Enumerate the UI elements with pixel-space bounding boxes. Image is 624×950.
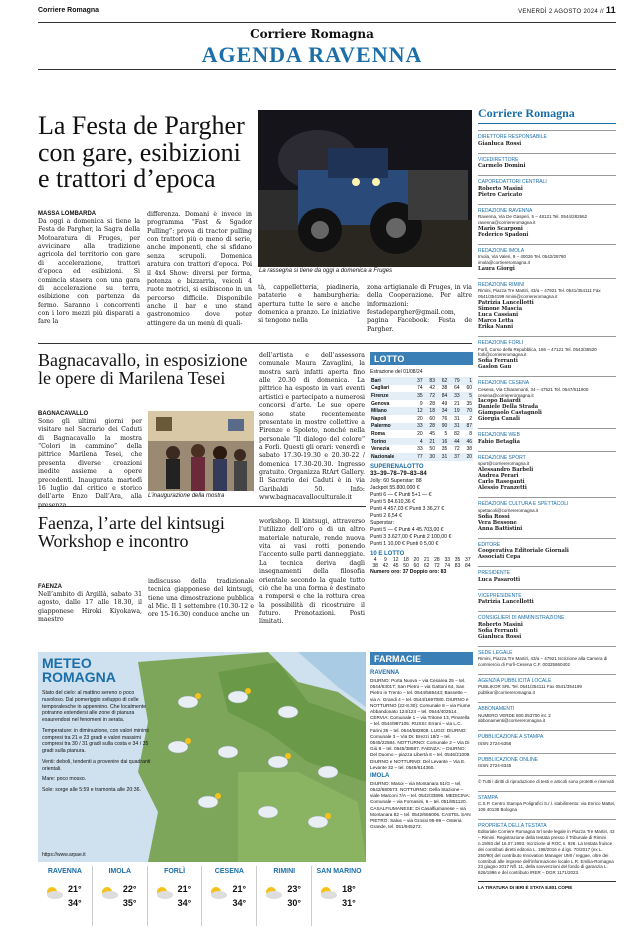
meteo-panel — [38, 652, 366, 862]
lotto-row: Palermo 33 28 90 31 87 — [371, 423, 472, 430]
farmacie-header: FARMACIE — [370, 652, 473, 665]
lotto-row: Torino 4 21 16 44 46 — [371, 438, 472, 445]
forecast-san-marino: SAN MARINO 18° 31° — [316, 868, 362, 908]
dieci-lotto-title: 10 E LOTTO — [370, 550, 405, 557]
staff-section: © Tutti i diritti di riproduzione di testi e articoli sono protetti e riservati — [478, 775, 616, 785]
article1-col2: differenza. Domani è invece in programma “Fast & Sgador Pulling”: prova di tractor pulling con trattori più o meno di serie, anche imponenti, che si sfidano senza scrupoli. Domenica aratura con trattori d’epoca. Poi il 4x4 Show: diversi per forma, potenza e bizzarria, veicoli 4 ruote motrici, si esibiscono in un percorso difficile. Disponibile anche il bar e uno stand gastronomico dove poter attingere da un menù di quali- — [147, 211, 252, 327]
superenalotto-title: SUPERENALOTTO — [370, 463, 424, 470]
sun-cloud-icon — [44, 884, 64, 908]
article3-col2: indiscusso della tradizionale tecnica giapponese del kintsugi, tiene una dimostrazione pubblica al Mic. Il 1 settembre (10.30-12 e ore 15-16.30) conduce anche un — [148, 578, 254, 619]
article1-col3: tà, cappelletteria, piadineria, pataterie e hamburgheria: apertura tutte le sere e anche domenica a pranzo. Le iniziative si tengono nella — [258, 284, 360, 325]
staff-section: CAPOREDATTORI CENTRALI Roberto Masini Pietro Caricato — [478, 175, 616, 198]
meteo-url[interactable]: https://www.arpae.it — [42, 852, 86, 858]
staff-section: REDAZIONE RAVENNA Ravenna, Via De Gasperi, 5 – 48121 Tel. 0544/282662 ravenna@corriereromagna.it Mario Scarponi Federico Spadoni — [478, 204, 616, 238]
lotto-row: Venezia 33 50 35 72 38 — [371, 446, 472, 453]
masthead-rule — [38, 69, 616, 70]
header-brand: Corriere Romagna — [38, 7, 100, 14]
staff-section: REDAZIONE RIMINI Rimini, Piazza Tre Martiri, 43/a – 47921 Tel. 0541/354111 Fax 0541/354199 rimini@corriereromagna.it Patrizia Lancellotti Simone Mascia Luca Cassiani Marco Letta Erika Nanni — [478, 278, 616, 330]
staff-section: REDAZIONE CESENA Cesena, Via Chiaramonti, 34 – 47521 Tel. 0547/611900 cesena@corriereromagna.it Iacopo Baiardi Daniele Della Strada Giampaolo Castagnoli Giorgia Canali — [478, 376, 616, 422]
staff-list — [478, 130, 616, 876]
page-header — [0, 0, 624, 22]
superenalotto-numbers: 33–39–78–79–83–84 — [370, 470, 427, 477]
sun-cloud-icon — [99, 884, 119, 908]
staff-section: PUBBLICAZIONE A STAMPA ISSN 2724-6358 — [478, 730, 616, 746]
forecast-strip — [38, 866, 366, 926]
article2-col1: BAGNACAVALLO Sono gli ultimi giorni per visitare nel Sacrario dei Caduti di Bagnacavallo la mostra “Colori in cammino” della pittrice Marilena Tesei, che presenta diverse creazioni inedite assieme a opere precedenti. Inaugurata martedì 16 luglio dal critico e storico dell’arte Enzo Dall’Ara, alla — [38, 411, 142, 501]
staff-section: REDAZIONE WEB Fabio Betaglia — [478, 428, 616, 445]
staff-section: PUBBLICAZIONE ONLINE ISSN 2724-6345 — [478, 753, 616, 769]
superenalotto-line: Jolly: 60 Superstar: 88 — [370, 477, 422, 484]
meteo-text: Stato del cielo: al mattino sereno o poco nuvoloso. Dal pomeriggio sviluppo di celle temporalesche in appennino. Che localmente potranno estendersi alle zone di pianura esaurendosi nel fenomeni in serata. Temperature: in diminuzione, con valori minimi compresi tra 21 e 23 gradi e valori massimi compresi tra 30 / 31 gradi sulla costa e 34 / 35 gradi sulla pianura. Venti: deboli, tendenti a provenire dai quadranti orientali. Mare: poco mosso. Sole: sorge alle 5:59 e tramonta alle 20:36. — [42, 690, 151, 793]
article2-title: Bagnacavallo, in esposizione le opere di Marilena Tesei — [38, 350, 248, 389]
forecast-cesena: CESENA 21° 34° — [202, 866, 257, 926]
header-date: VENERDÌ 2 AGOSTO 2024 // 11 — [518, 5, 616, 15]
superenalotto-line: Punti 5 — € Punti 4 45.703,00 € — [370, 526, 444, 533]
staff-section: VICEPRESIDENTE Patrizia Lancellotti — [478, 589, 616, 606]
staff-section: STAMPA C.S.P. Centro Stampa Poligrafici S.r.l. stabilimento: via Enrico Mattei, 106 40138 Bologna — [478, 791, 616, 813]
forecast-rimini: RIMINI 23° 30° — [257, 866, 312, 926]
lotto-row: Bari 37 83 62 79 1 — [371, 377, 472, 384]
sun-cloud-icon — [154, 884, 174, 908]
masthead-brand: Corriere Romagna — [250, 27, 374, 41]
lotto-row: Firenze 35 72 84 33 5 — [371, 392, 472, 399]
staff-section: REDAZIONE FORLÌ Forlì, Corso della Repubblica, 186 – 47121 Tel. 0543/35520 forli@corriereromagna.it Sofia Ferranti Gaslon Gau — [478, 336, 616, 370]
superenalotto-line: Superstar: — [370, 519, 394, 526]
superenalotto-line: Punti 3 3.627,00 € Punti 2 100,00 € — [370, 533, 452, 540]
article3-col3: workshop. Il kintsugi, attraverso l’utilizzo dell’oro o di un altro materiale naturale, rende nuova vita ai vasi rotti ponendo l’accento sulle parti danneggiate. La tecnica deriva dagli insegnamenti della filosofia orientale secondo la quale tutto ciò che ha una forma è destinato a rompersi e che la rottura crea la possibilità di ricostruire il futuro. Prenotazioni. Posti limitati. — [259, 518, 365, 626]
article1-col4: zona artigianale di Fruges, in via della Cooperazione. Per altre informazioni: festadepargher@gmail.com, pagina Facebook: Festa de Pargher. — [367, 284, 472, 333]
superenalotto-results — [370, 478, 473, 548]
superenalotto-line: Punti 1 10,00 € Punti 0 5,00 € — [370, 540, 439, 547]
tractor-photo-caption: La rassegna si tiene da oggi a domenica a Fruges — [259, 268, 393, 274]
lotto-panel — [370, 367, 473, 576]
sun-cloud-icon — [318, 884, 338, 908]
staff-section: DIRETTORE RESPONSABILE Gianluca Rossi — [478, 130, 616, 147]
sun-cloud-icon — [263, 884, 283, 908]
staff-section: PROPRIETÀ DELLA TESTATA Editoriale Corriere Romagna Srl sede legale in Piazza Tre Martiri, 43 – Rimini. Registrazione della testata presso il Tribunale di Rimini n.19/93 del 16.07.1993. Iscrizione al ROC n. 926. La testata fruisce dei contributi diretti editoria L. 198/2016 e d.lgs. 70/2017 (ex L. 250/90) del contributo Innovation Manager UMI / reggae, oltre dei contributi alle imprese dell’informazione locale L.R. Emilia-Romagna 23 giugno 2017 Nfl. 11, della sovvenzioni del fondo di garanzia L. 626/1996 e del contributo IRER – DGR 1171/2023. — [478, 819, 616, 876]
staff-section: VICEDIRETTORE Carmelo Domini — [478, 153, 616, 170]
lotto-row: Cagliari 74 42 38 64 60 — [371, 385, 472, 392]
superenalotto-line: Punti 5 84.610,36 € — [370, 498, 415, 505]
exhibition-photo-caption: L’inaugurazione della mostra — [148, 493, 225, 499]
staff-section: ABBONAMENTI NUMERO VERDE 800.053700 int. 2 abbonamenti@corriereromagna.it — [478, 702, 616, 724]
staff-logo: Corriere Romagna — [478, 106, 616, 124]
forecast-ravenna: RAVENNA 21° 34° — [38, 866, 93, 926]
lotto-row: Nazionale 77 30 31 37 20 — [371, 453, 472, 460]
forecast-imola: IMOLA 22° 35° — [93, 866, 148, 926]
lotto-row: Genova 9 28 49 21 35 — [371, 400, 472, 407]
divider-1 — [38, 343, 472, 344]
forecast-forli: FORLÌ 21° 34° — [148, 866, 203, 926]
staff-section: SEDE LEGALE Rimini, Piazza Tre Martiri, 43/a – 47921 Iscrizione alla Camera di commercio di Forlì-Cesena C.F. 00325860402 — [478, 646, 616, 668]
superenalotto-line: Punti 4 457,03 € Punti 3 36,27 € — [370, 505, 445, 512]
exhibition-photo — [148, 411, 254, 491]
article1-title: La Festa de Pargher con gare, esibizioni e trattori d’epoca — [38, 111, 245, 194]
header-rule — [38, 22, 616, 23]
staff-section: REDAZIONE CULTURA E SPETTACOLI spettacoli@corriereromagna.it Sofia Rossi Vera Bessone Anna Battistini — [478, 497, 616, 531]
lotto-row: Roma 20 45 5 82 8 — [371, 430, 472, 437]
farmacie-panel: RAVENNA DIURNO: Porta Nuova – via Cesarea 25 – tel. 0544/63017; San Pietro – via Gattoni 64, San Pietro in Trento – tel. 0544/569443; Bassette – via A. Grandi 4 – tel. 0544/1697080. DIURNO e NOTTURNO (22-8.30): Comunale 8 – via Fiume Abbandonato 124/124 – tel. 0544/402514. CERVIA: Comunale 1 – via Tritone 13, Pinarella – tel. 0544/987105. RUSSI: Errani – via L.C. Farini 35 – tel. 0544/582808. LUGO: DIURNO: Comunale 3 – Via Dr. Brezzi 18/2 – tel. 0545/22584. NOTTURNO: Comunale 2 – Via Di Giù 8 – tel. 0545/38587. FAENZA: – DIURNO: Del Duomo – piazza Libertà 8 – tel. 0546/21009. DIURNO e NOTTURNO: Del Levante – Via E. Levante 32 – tel. 0546/614360. IMOLA DIURNO: Masoi – via Montanara 51/G – tel. 0542/680573. NOTTURNO: Della Stazione – viale Marconi 7/A – tel. 0542/33896. MEDICINA: Comunale – via Fornasini, 6 – tel. 051/851120. CASALFIUMANESE: Di Casalfiumanese – via Montanara 82 – tel. 0542/666006. CASTEL SAN PIETRO: Salus – via Grossi 95-99 – Osteria Grande, tel. 051/945272. — [370, 670, 471, 830]
lotto-date: Estrazione del 01/08/24 — [370, 369, 423, 375]
lotto-row: Milano 12 18 34 19 70 — [371, 408, 472, 415]
lotto-row: Napoli 20 60 76 31 2 — [371, 415, 472, 422]
staff-section: AGENZIA PUBBLICITÀ LOCALE PUBLIKOR SRL Tel. 0541/354111 Fax 0541/354199 publikor@corriereromagna.it — [478, 674, 616, 696]
staff-section: REDAZIONE IMOLA Imola, Via Valeri, 8 – 40026 Tel. 0542/28780 imola@corriereromagna.it Laura Giorgi — [478, 244, 616, 272]
lotto-header: LOTTO — [370, 352, 473, 365]
dieci-lotto-table: 4 9 12 18 20 21 28 33 35 37 38 42 45 50 60 62 72 74 83 84 — [372, 556, 471, 569]
staff-section: CONSIGLIERI DI AMMINISTRAZIONE Roberto Masini Sofia Ferranti Gianluca Rossi — [478, 611, 616, 640]
article3-col1: FAENZA Nell’ambito di Argillà, sabato 31 agosto, dalle 17 alle 18.30, il giapponese Hiroki Kiyokawa, maestro — [38, 584, 142, 624]
tiratura: LA TIRATURA DI IERI È STATA 8.801 COPIE — [478, 881, 616, 890]
tractor-photo — [258, 110, 472, 267]
superenalotto-line: Jackpot 55.800.000 € — [370, 484, 420, 491]
masthead-title: AGENDA RAVENNA — [201, 42, 423, 67]
article3-title: Faenza, l’arte del kintsugi Workshop e incontro — [38, 513, 225, 552]
staff-section: REDAZIONE SPORT sport@corriereromagna.it Alessandro Barbeli Andrea Perari Carlo Raseganti Alessio Franzetti — [478, 451, 616, 491]
divider-2 — [38, 506, 366, 507]
staff-section: PRESIDENTE Luca Pasarotti — [478, 566, 616, 583]
staff-section: EDITORE Cooperativa Editoriale Giornali Associati Cepa — [478, 538, 616, 561]
superenalotto-line: Punti 6 — € Punti 5+1 — € — [370, 491, 432, 498]
article2-col2: dell’artista e dell’assessora comunale Maura Zavaglini, la mostra sarà infatti aperta fino alle 20.30 di domenica. La pittrice ha esposto in vari eventi artistici e partecipato a numerosi concorsi d’arte. Le sue opere sono state recentemente presentate in mostre collettive a Firenze e Spoleto, nonché nella personale “Il dialogo del colore” a Forlì. Questi gli orari: venerdì e sabato 17.30-19.30 e 20.30-22 / domenica 17.30-20.30. Ingresso gratuito. Organizza RtArt Gallery. Il Sacrario dei Caduti è in via Garibaldi 50. Info: www.bagnacavalloculturale.it — [259, 352, 365, 502]
sun-cloud-icon — [208, 884, 228, 908]
article1-col1: MASSA LOMBARDA Da oggi a domenica si tiene la Festa de Pargher, la Sagra della Motoaratura di Fruges, per avvicinare alla tradizione agricola del territorio con gare di accelerazione, trattori d’epoca ed esibizioni. Si comincia stasera con una gara di accelerazione su terra, esibizione con partenza da fermo. Saranno i concorrenti con i loro mezzi più disparati a fare la — [38, 211, 140, 326]
lotto-table — [370, 377, 473, 461]
staff-column — [478, 106, 616, 890]
dieci-lotto-oro: Numero oro: 37 Doppio oro: 83 — [370, 568, 447, 575]
meteo-title: METEO ROMAGNA — [42, 655, 116, 685]
superenalotto-line: Punti 2 6,54 € — [370, 512, 403, 519]
